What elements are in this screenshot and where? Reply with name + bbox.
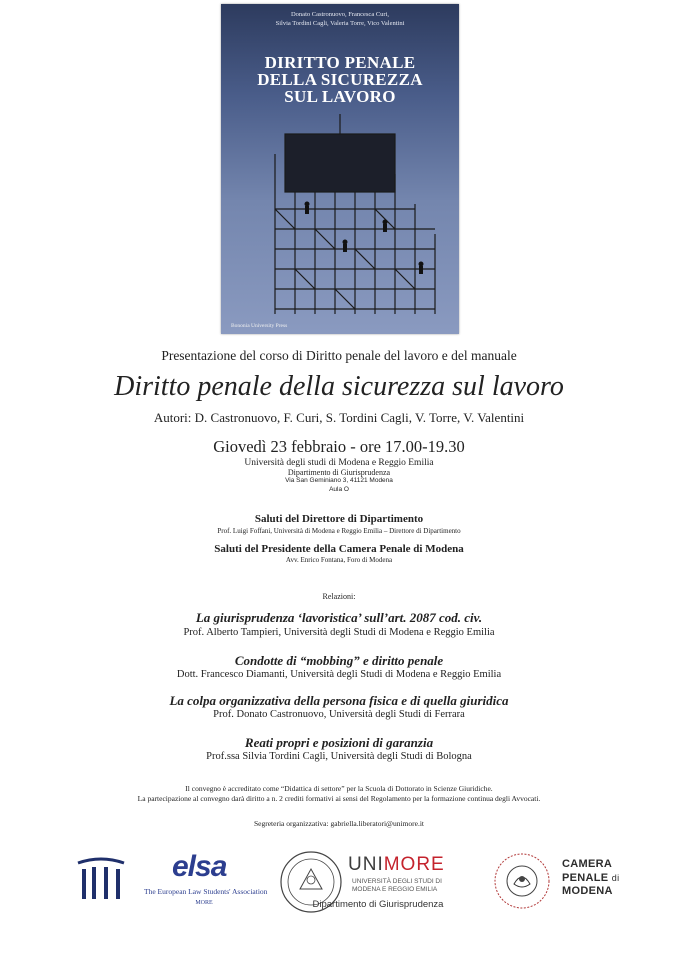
talk-title: Condotte di “mobbing” e diritto penale [234, 653, 444, 668]
greeting-speaker: Prof. Luigi Foffani, Università di Modena e Reggio Emilia – Direttore di Dipartimento [217, 527, 461, 535]
talk-speaker: Prof.ssa Silvia Tordini Cagli, Università degli Studi di Bologna [206, 751, 472, 762]
unimore-logo [278, 849, 454, 917]
unimore-subtitle [352, 878, 442, 893]
credits-note: La partecipazione al convegno darà diritto a n. 2 crediti formativi ai sensi del Regolamento per la formazione continua degli Avvocati. [137, 794, 541, 803]
book-cover-image [221, 4, 459, 334]
greeting-title: Saluti del Presidente della Camera Penale di Modena [214, 543, 464, 555]
event-room: Aula O [329, 486, 349, 493]
relazioni-label: Relazioni: [322, 592, 356, 601]
unimore-sub-line: MODENA E REGGIO EMILIA [352, 885, 438, 893]
camera-line: CAMERA [562, 858, 613, 870]
secretary-contact: Segreteria organizzativa: gabriella.liberatori@unimore.it [253, 819, 425, 828]
talk-speaker: Dott. Francesco Diamanti, Università degli Studi di Modena e Reggio Emilia [176, 669, 502, 680]
elsa-logo [144, 850, 268, 912]
event-department: Dipartimento di Giurisprudenza [287, 468, 391, 477]
unimore-wordmark [348, 854, 445, 876]
unimore-more: MORE [383, 854, 445, 875]
cover-title [221, 54, 459, 105]
page-title: Diritto penale della sicurezza sul lavoro [114, 371, 564, 402]
greeting-title: Saluti del Direttore di Dipartimento [254, 513, 424, 525]
cover-title-line: DIRITTO PENALE [264, 53, 416, 72]
talk-speaker: Prof. Donato Castronuovo, Università degli Studi di Ferrara [213, 709, 465, 720]
greeting-speaker: Avv. Enrico Fontana, Foro di Modena [285, 556, 393, 564]
event-address: Via San Geminiano 3, 41121 Modena [285, 477, 393, 484]
columns-logo [74, 855, 128, 901]
talk-title: Reati propri e posizioni di garanzia [244, 735, 434, 750]
camera-line [562, 872, 619, 886]
department-label: Dipartimento di Giurisprudenza [312, 899, 444, 910]
cover-author-line: Donato Castronuovo, Francesca Curi, [290, 11, 390, 18]
elsa-tagline: The European Law Students' Association [144, 887, 268, 896]
camera-line: MODENA [562, 885, 613, 897]
talk-title: La giurisprudenza ‘lavoristica’ sull’art. 2087 cod. civ. [195, 610, 483, 625]
accreditation-note: Il convegno è accreditato come “Didattica di settore” per la Scuola di Dottorato in Scienze Giuridiche. [185, 784, 493, 793]
cover-author-line: Silvia Tordini Cagli, Valeria Torre, Vico Valentini [275, 20, 405, 27]
scaffolding-illustration [245, 114, 445, 316]
camera-penale-word: PENALE [562, 871, 609, 884]
cover-title-line: SUL LAVORO [284, 87, 396, 106]
cover-publisher: Bononia University Press [231, 323, 288, 329]
camera-penale-seal-icon [488, 852, 556, 910]
cover-title-line: DELLA SICUREZZA [257, 70, 423, 89]
event-date-time: Giovedì 23 febbraio - ore 17.00-19.30 [213, 437, 465, 456]
unimore-sub-line: UNIVERSITÀ DEGLI STUDI DI [352, 878, 442, 885]
camera-di-word: di [611, 872, 620, 883]
authors-line: Autori: D. Castronuovo, F. Curi, S. Tordini Cagli, V. Torre, V. Valentini [153, 410, 525, 425]
camera-penale-text [562, 858, 619, 899]
elsa-chapter: MORE [195, 900, 213, 906]
talk-title: La colpa organizzativa della persona fisica e di quella giuridica [169, 693, 509, 708]
event-university: Università degli studi di Modena e Reggio Emilia [244, 458, 434, 468]
talk-speaker: Prof. Alberto Tampieri, Università degli Studi di Modena e Reggio Emilia [183, 627, 495, 638]
cover-authors [221, 10, 459, 28]
unimore-uni: UNI [348, 854, 384, 875]
camera-penale-logo [488, 852, 628, 910]
presentation-line: Presentazione del corso di Diritto penale del lavoro e del manuale [161, 348, 517, 363]
elsa-wordmark: elsa [172, 850, 227, 883]
